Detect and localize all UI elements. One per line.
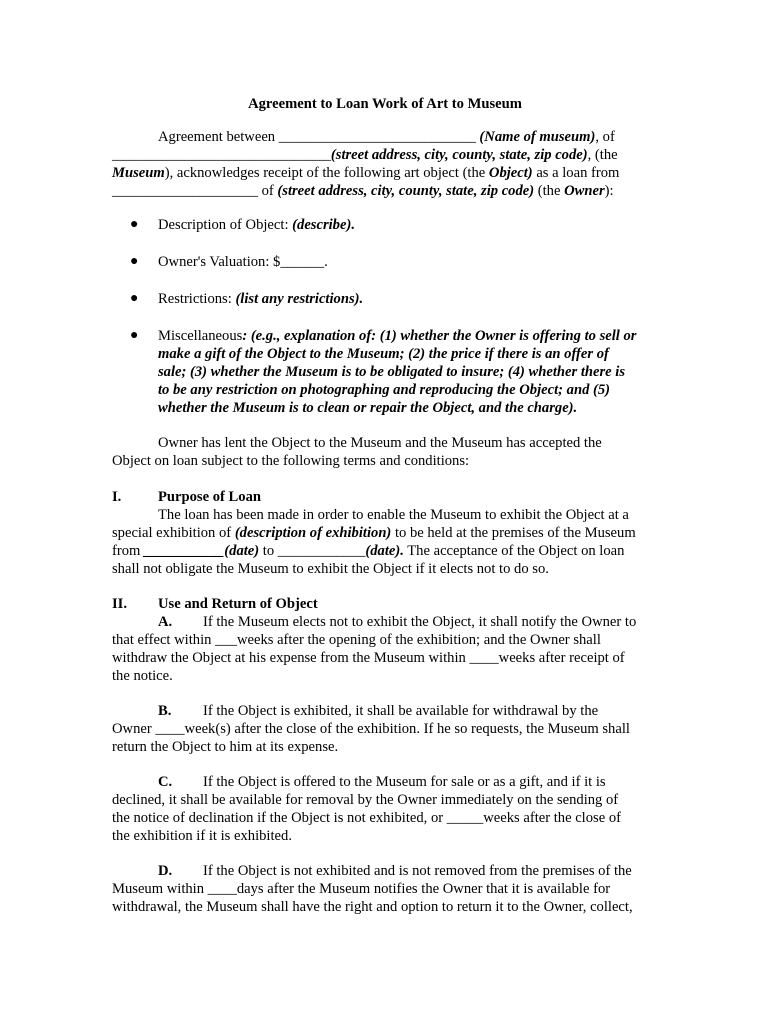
bullet-misc-line-4: to be any restriction on photographing and reproducing the Object; and (5): [158, 382, 611, 398]
para-a-line-4: the notice.: [112, 668, 173, 684]
bullet-misc-line-3: sale; (3) whether the Museum is to be obligated to insure; (4) whether there is: [158, 364, 626, 380]
para-c-line-4: the exhibition if it is exhibited.: [112, 828, 292, 844]
bullet-icon: ●: [130, 291, 139, 306]
bullet-icon: ●: [130, 217, 139, 232]
section-1-line-1: The loan has been made in order to enable the Museum to exhibit the Object at a: [158, 507, 629, 523]
para-b-line-3: return the Object to him at its expense.: [112, 739, 339, 755]
intro-line-3: Museum), acknowledges receipt of the following art object (the Object) as a loan from: [112, 165, 620, 181]
para-d-label: D.: [158, 863, 173, 879]
lent-line-2: Object on loan subject to the following terms and conditions:: [112, 453, 470, 469]
para-d-line-2: Museum within ____days after the Museum notifies the Owner that it is available for: [112, 881, 611, 897]
bullet-valuation: Owner's Valuation: $______.: [158, 254, 328, 270]
section-2-heading: Use and Return of Object: [158, 596, 318, 612]
bullet-icon: ●: [130, 254, 139, 269]
intro-line-2: ______________________________(street address, city, county, state, zip code), (the: [112, 147, 618, 163]
para-d-line-1: If the Object is not exhibited and is not removed from the premises of the: [203, 863, 632, 879]
para-a-line-3: withdraw the Object at his expense from the Museum within ____weeks after receipt of: [112, 650, 625, 666]
bullet-misc-line-1: Miscellaneous: (e.g., explanation of: (1) whether the Owner is offering to sell or: [158, 328, 637, 344]
bullet-description: Description of Object: (describe).: [158, 217, 355, 233]
para-a-line-1: If the Museum elects not to exhibit the Object, it shall notify the Owner to: [203, 614, 637, 630]
para-b-line-1: If the Object is exhibited, it shall be available for withdrawal by the: [203, 703, 599, 719]
intro-line-1: Agreement between ___________________________ (Name of museum), of: [158, 129, 615, 145]
para-b-label: B.: [158, 703, 172, 719]
bullet-icon: ●: [130, 328, 139, 343]
section-1-line-2: special exhibition of (description of exhibition) to be held at the premises of the Museum: [112, 525, 636, 541]
document-title: Agreement to Loan Work of Art to Museum: [248, 96, 522, 112]
para-c-line-2: declined, it shall be available for removal by the Owner immediately on the sending of: [112, 792, 619, 808]
section-1-heading: Purpose of Loan: [158, 489, 261, 505]
para-c-label: C.: [158, 774, 173, 790]
lent-line-1: Owner has lent the Object to the Museum and the Museum has accepted the: [158, 435, 602, 451]
bullet-misc-line-5: whether the Museum is to clean or repair the Object, and the charge).: [158, 400, 578, 416]
section-2-number: II.: [112, 596, 128, 612]
section-1-line-4: shall not obligate the Museum to exhibit the Object if it elects not to do so.: [112, 561, 549, 577]
para-a-line-2: that effect within ___weeks after the opening of the exhibition; and the Owner shall: [112, 632, 601, 648]
bullet-restrictions: Restrictions: (list any restrictions).: [158, 291, 364, 307]
para-b-line-2: Owner ____week(s) after the close of the exhibition. If he so requests, the Museum shall: [112, 721, 630, 737]
para-c-line-1: If the Object is offered to the Museum for sale or as a gift, and if it is: [203, 774, 606, 790]
intro-line-4: ____________________ of (street address, city, county, state, zip code) (the Owner):: [112, 183, 614, 199]
bullet-misc-line-2: make a gift of the Object to the Museum; (2) the price if there is an offer of: [158, 346, 609, 362]
para-c-line-3: the notice of declination if the Object is not exhibited, or _____weeks after the close of: [112, 810, 621, 826]
section-1-line-3: from ___________(date) to ____________(date). The acceptance of the Object on loan: [112, 543, 625, 559]
para-d-line-3: withdrawal, the Museum shall have the right and option to return it to the Owner, collect,: [112, 899, 633, 915]
para-a-label: A.: [158, 614, 173, 630]
section-1-number: I.: [112, 489, 122, 505]
